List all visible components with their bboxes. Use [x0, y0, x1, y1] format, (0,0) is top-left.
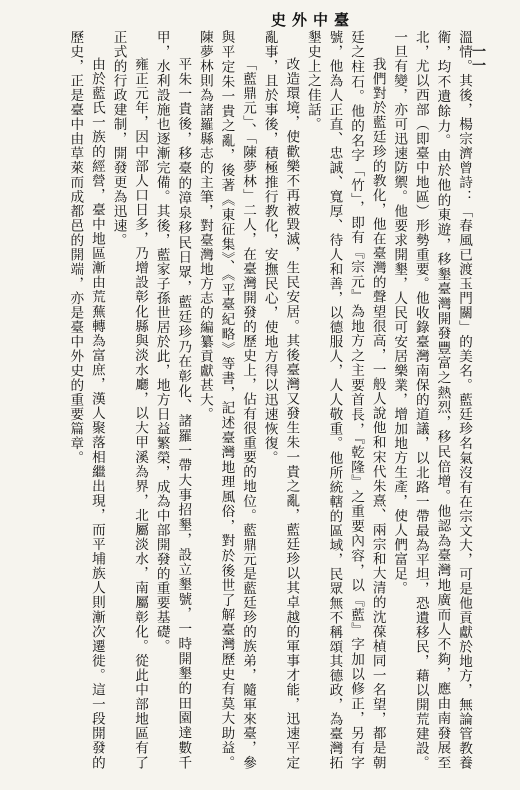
paragraph: 雍正元年，因中部人口日多，乃增設彰化縣與淡水廳，以大甲溪為界，北屬淡水，南屬彰化。從此中部地區有了正式的行政建制，開發更為迅速。	[110, 30, 149, 770]
paragraph: 改造環境，使歡樂不再被毀滅，生民安居。其後臺灣又發生朱一貴之亂，藍廷珍以其卓越的軍事才能，迅速平定亂事，且於事後，積極推行教化，安撫民心，使地方得以迅速恢復。	[261, 30, 300, 770]
paragraph: 「藍鼎元」、「陳夢林」二人，在臺灣開發的歷史上，佔有很重要的地位。藍鼎元是藍廷珍的族弟，隨軍來臺，參與平定朱一貴之亂，後著《東征集》、《平臺紀略》等書，記述臺灣地理風俗，對於後世了解臺灣歷史有莫大助益。陳夢林則為諸羅縣志的主筆，對臺灣地方志的編纂貢獻甚大。	[196, 30, 257, 770]
paragraph: 平朱一貴後，移臺的漳泉移民日眾，藍廷珍乃在彰化、諸羅一帶大事招墾，設立墾號，一時開墾的田園達數千甲，水利設施也逐漸完備。其後，藍家子孫世居於此，地方日益繁榮，成為中部開發的重要基礎。	[153, 30, 192, 770]
header-title: 臺中外史	[269, 12, 350, 33]
paragraph: 由於藍氏一族的經營，臺中地區漸由荒蕪轉為富庶，漢人聚落相繼出現，而平埔族人則漸次遷徙。這一段開發的歷史，正是臺中由草萊而成都邑的開端，亦是臺中外史的重要篇章。	[67, 30, 105, 770]
body-text	[42, 30, 474, 770]
paragraph: 溫情。其後，楊宗濟曾詩：「春風已渡玉門關」的美名。藍廷珍名氣沒有在宗文大，可是他貢獻於地方，無論管教養衛，均不遺餘力。由於他的東遊，移墾臺灣開發豐富之熱烈，移民倍增。他認為臺灣地廣而人不夠，應由南發展至北，尤以西部（即臺中地區）形勢重要。他收錄臺灣南保的道議，以北路一帶最為平坦，恐遺移民，藉以開荒建設。一旦有變，亦可迅速防禦。他要求開墾，人民可安居樂業，增加地方生產，使人們富足。	[391, 30, 472, 770]
page-number: 一一	[470, 44, 486, 72]
paragraph: 我們對於藍廷珍的教化，他在臺灣的聲望很高，一般人說他和宋代朱熹、兩宗和大清的沈葆楨同一名望，都是朝廷之柱石。他的名字「竹」，即有『宗元』為地方之主要首長，『乾隆』之重要內容，以『藍』字加以修正，另有字號，他為人正直、忠誠、寬厚、待人和善，以德服人，人人敬重。他所統轄的區域，民眾無不稱頌其德政，為臺灣拓墾史上之佳話。	[304, 30, 386, 770]
